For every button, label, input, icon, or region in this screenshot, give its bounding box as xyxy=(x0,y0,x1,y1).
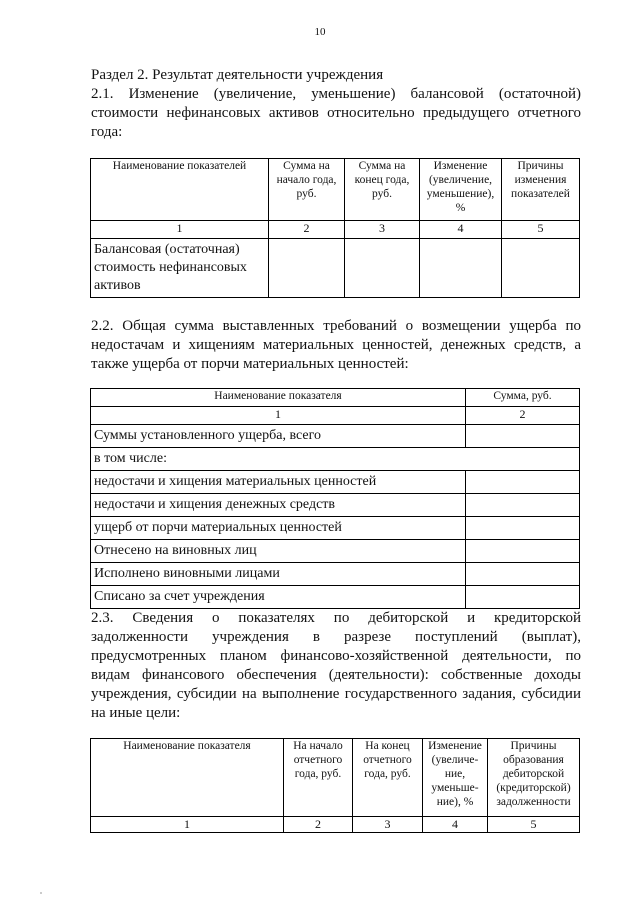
t21-cell-empty xyxy=(269,239,345,298)
s23-text-line3: предусмотренных планом финансово-хозяйственной деятельности, по xyxy=(91,648,581,664)
s22-text-line3: также ущерба от порчи материальных ценностей: xyxy=(91,356,409,372)
t22-header-name: Наименование показателя xyxy=(91,389,466,407)
t23-colnum: 5 xyxy=(488,817,580,833)
t22-cell-empty xyxy=(466,563,580,586)
t22-row-label: Исполнено виновными лицами xyxy=(91,563,466,586)
t21-colnum: 5 xyxy=(502,221,580,239)
s21-text-line2: стоимости нефинансовых активов относительно предыдущего отчетного xyxy=(91,105,581,121)
t21-colnum: 2 xyxy=(269,221,345,239)
t22-cell-empty xyxy=(466,494,580,517)
t21-colnum: 4 xyxy=(420,221,502,239)
t22-header-sum: Сумма, руб. xyxy=(466,389,580,407)
table-2-2 xyxy=(90,388,580,609)
t23-colnum: 1 xyxy=(91,817,284,833)
t21-header-start: Сумма на начало года, руб. xyxy=(269,159,345,221)
scan-speck xyxy=(40,892,42,894)
s23-text-line4: видам финансового обеспечения (деятельности): собственные доходы xyxy=(91,667,581,683)
table-2-1 xyxy=(90,158,580,298)
t22-row-label: Списано за счет учреждения xyxy=(91,586,466,609)
t22-row-label: в том числе: xyxy=(91,448,580,471)
t22-row-label: Суммы установленного ущерба, всего xyxy=(91,425,466,448)
s23-text-line6: на иные цели: xyxy=(91,705,181,721)
t21-row-label: Балансовая (остаточная) стоимость нефинансовых активов xyxy=(91,239,269,298)
section-title: Раздел 2. Результат деятельности учреждения xyxy=(91,67,384,83)
t22-colnum: 1 xyxy=(91,407,466,425)
table-2-3 xyxy=(90,738,580,833)
t21-cell-empty xyxy=(345,239,420,298)
s21-text-line3: года: xyxy=(91,124,123,140)
t21-cell-empty xyxy=(502,239,580,298)
t22-row-label: недостачи и хищения материальных ценностей xyxy=(91,471,466,494)
t23-colnum: 4 xyxy=(423,817,488,833)
t22-cell-empty xyxy=(466,540,580,563)
s22-text-line2: недостачам и хищениям материальных ценностей, денежных средств, а xyxy=(91,337,581,353)
s23-text-line5: учреждения, субсидии на выполнение государственного задания, субсидии xyxy=(91,686,581,702)
t21-colnum: 3 xyxy=(345,221,420,239)
t22-cell-empty xyxy=(466,425,580,448)
t23-header-name: Наименование показателя xyxy=(91,739,284,817)
t21-colnum: 1 xyxy=(91,221,269,239)
t23-colnum: 2 xyxy=(284,817,353,833)
t22-cell-empty xyxy=(466,471,580,494)
t23-colnum: 3 xyxy=(353,817,423,833)
s22-text-line1: 2.2. Общая сумма выставленных требований о возмещении ущерба по xyxy=(91,318,581,334)
t23-header-start: На начало отчетного года, руб. xyxy=(284,739,353,817)
s21-text-line1: 2.1. Изменение (увеличение, уменьшение) балансовой (остаточной) xyxy=(91,86,581,102)
t22-cell-empty xyxy=(466,517,580,540)
t23-header-reasons: Причины образования дебиторской (кредиторской) задолженности xyxy=(488,739,580,817)
s23-text-line1: 2.3. Сведения о показателях по дебиторской и кредиторской xyxy=(91,610,581,626)
t22-cell-empty xyxy=(466,586,580,609)
t23-header-end: На конец отчетного года, руб. xyxy=(353,739,423,817)
t21-cell-empty xyxy=(420,239,502,298)
t22-row-label: Отнесено на виновных лиц xyxy=(91,540,466,563)
t22-row-label: недостачи и хищения денежных средств xyxy=(91,494,466,517)
t23-header-change: Изменение (увеличе-ние, уменьше-ние), % xyxy=(423,739,488,817)
t21-header-change: Изменение (увеличение, уменьшение), % xyxy=(420,159,502,221)
t21-header-reasons: Причины изменения показателей xyxy=(502,159,580,221)
s23-text-line2: задолженности учреждения в разрезе поступлений (выплат), xyxy=(91,629,581,645)
t22-colnum: 2 xyxy=(466,407,580,425)
page-number: 10 xyxy=(314,26,326,38)
t21-header-end: Сумма на конец года, руб. xyxy=(345,159,420,221)
t21-header-name: Наименование показателей xyxy=(91,159,269,221)
t22-row-label: ущерб от порчи материальных ценностей xyxy=(91,517,466,540)
